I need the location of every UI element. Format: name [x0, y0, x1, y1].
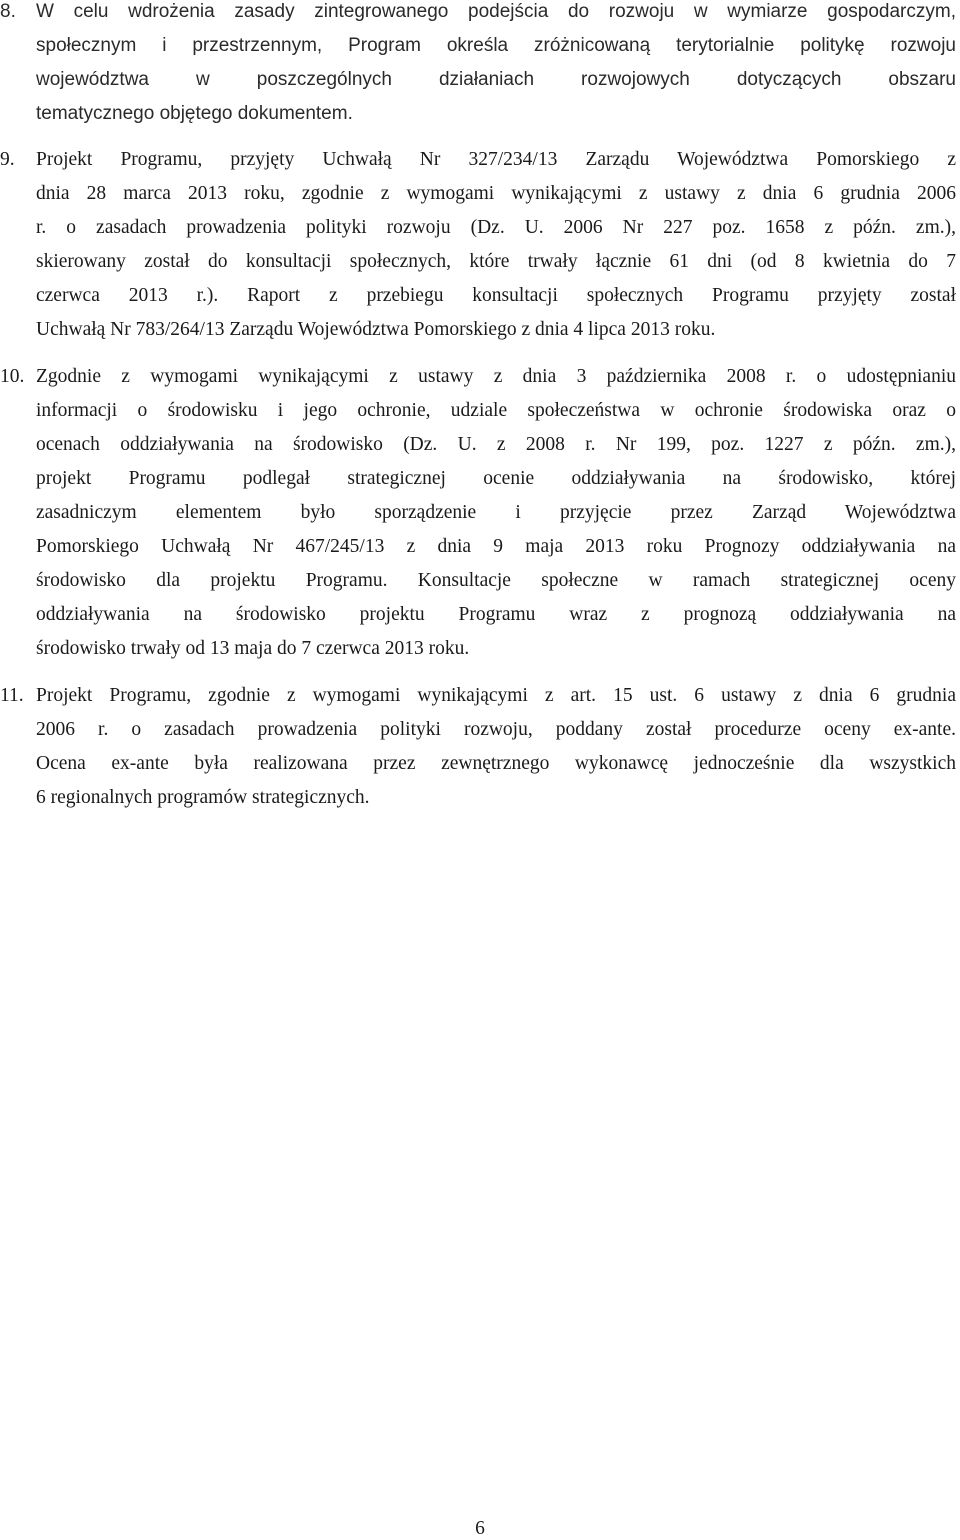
text-line: Projekt Programu, przyjęty Uchwałą Nr 327/234/13 Zarządu Województwa Pomorskiego z	[36, 149, 956, 170]
paragraph-number: 11.	[0, 685, 24, 706]
text-line: W celu wdrożenia zasady zintegrowanego podejścia do rozwoju w wymiarze gospodarczym,	[36, 1, 956, 22]
text-line: zasadniczym elementem było sporządzenie i przyjęcie przez Zarząd Województwa	[36, 502, 956, 523]
paragraph-text	[36, 0, 956, 131]
text-line: czerwca 2013 r.). Raport z przebiegu konsultacji społecznych Programu przyjęty został	[36, 285, 956, 306]
page-number: 6	[475, 1518, 485, 1539]
paragraph-text	[36, 143, 956, 347]
text-line: środowisko dla projektu Programu. Konsultacje społeczne w ramach strategicznej oceny	[36, 570, 956, 591]
text-line: dnia 28 marca 2013 roku, zgodnie z wymogami wynikającymi z ustawy z dnia 6 grudnia 2006	[36, 183, 956, 204]
text-line: Zgodnie z wymogami wynikającymi z ustawy z dnia 3 października 2008 r. o udostępnianiu	[36, 366, 956, 387]
text-line: Projekt Programu, zgodnie z wymogami wynikającymi z art. 15 ust. 6 ustawy z dnia 6 grudnia	[36, 685, 956, 706]
text-line: r. o zasadach prowadzenia polityki rozwoju (Dz. U. 2006 Nr 227 poz. 1658 z późn. zm.),	[36, 217, 956, 238]
text-line: społecznym i przestrzennym, Program określa zróżnicowaną terytorialnie politykę rozwoju	[36, 35, 956, 56]
text-line: środowisko trwały od 13 maja do 7 czerwca 2013 roku.	[36, 638, 470, 659]
text-line: 6 regionalnych programów strategicznych.	[36, 787, 370, 808]
text-line: Uchwałą Nr 783/264/13 Zarządu Województwa Pomorskiego z dnia 4 lipca 2013 roku.	[36, 319, 716, 340]
paragraph-text	[36, 679, 956, 815]
text-line: informacji o środowisku i jego ochronie, udziale społeczeństwa w ochronie środowiska oraz o	[36, 400, 956, 421]
paragraph-number: 9.	[0, 149, 15, 170]
text-line: województwa w poszczególnych działaniach rozwojowych dotyczących obszaru	[36, 69, 956, 90]
text-line: projekt Programu podlegał strategicznej ocenie oddziaływania na środowisko, której	[36, 468, 956, 489]
text-line: ocenach oddziaływania na środowisko (Dz. U. z 2008 r. Nr 199, poz. 1227 z późn. zm.),	[36, 434, 956, 455]
text-line: Pomorskiego Uchwałą Nr 467/245/13 z dnia 9 maja 2013 roku Prognozy oddziaływania na	[36, 536, 956, 557]
paragraph-number: 8.	[0, 1, 16, 22]
text-line: 2006 r. o zasadach prowadzenia polityki rozwoju, poddany został procedurze oceny ex-ante.	[36, 719, 956, 740]
text-line: tematycznego objętego dokumentem.	[36, 103, 353, 124]
text-line: Ocena ex-ante była realizowana przez zewnętrznego wykonawcę jednocześnie dla wszystkich	[36, 753, 956, 774]
text-line: skierowany został do konsultacji społecznych, które trwały łącznie 61 dni (od 8 kwietnia do 7	[36, 251, 956, 272]
paragraph-text	[36, 360, 956, 666]
text-line: oddziaływania na środowisko projektu Programu wraz z prognozą oddziaływania na	[36, 604, 956, 625]
paragraph-number: 10.	[0, 366, 25, 387]
